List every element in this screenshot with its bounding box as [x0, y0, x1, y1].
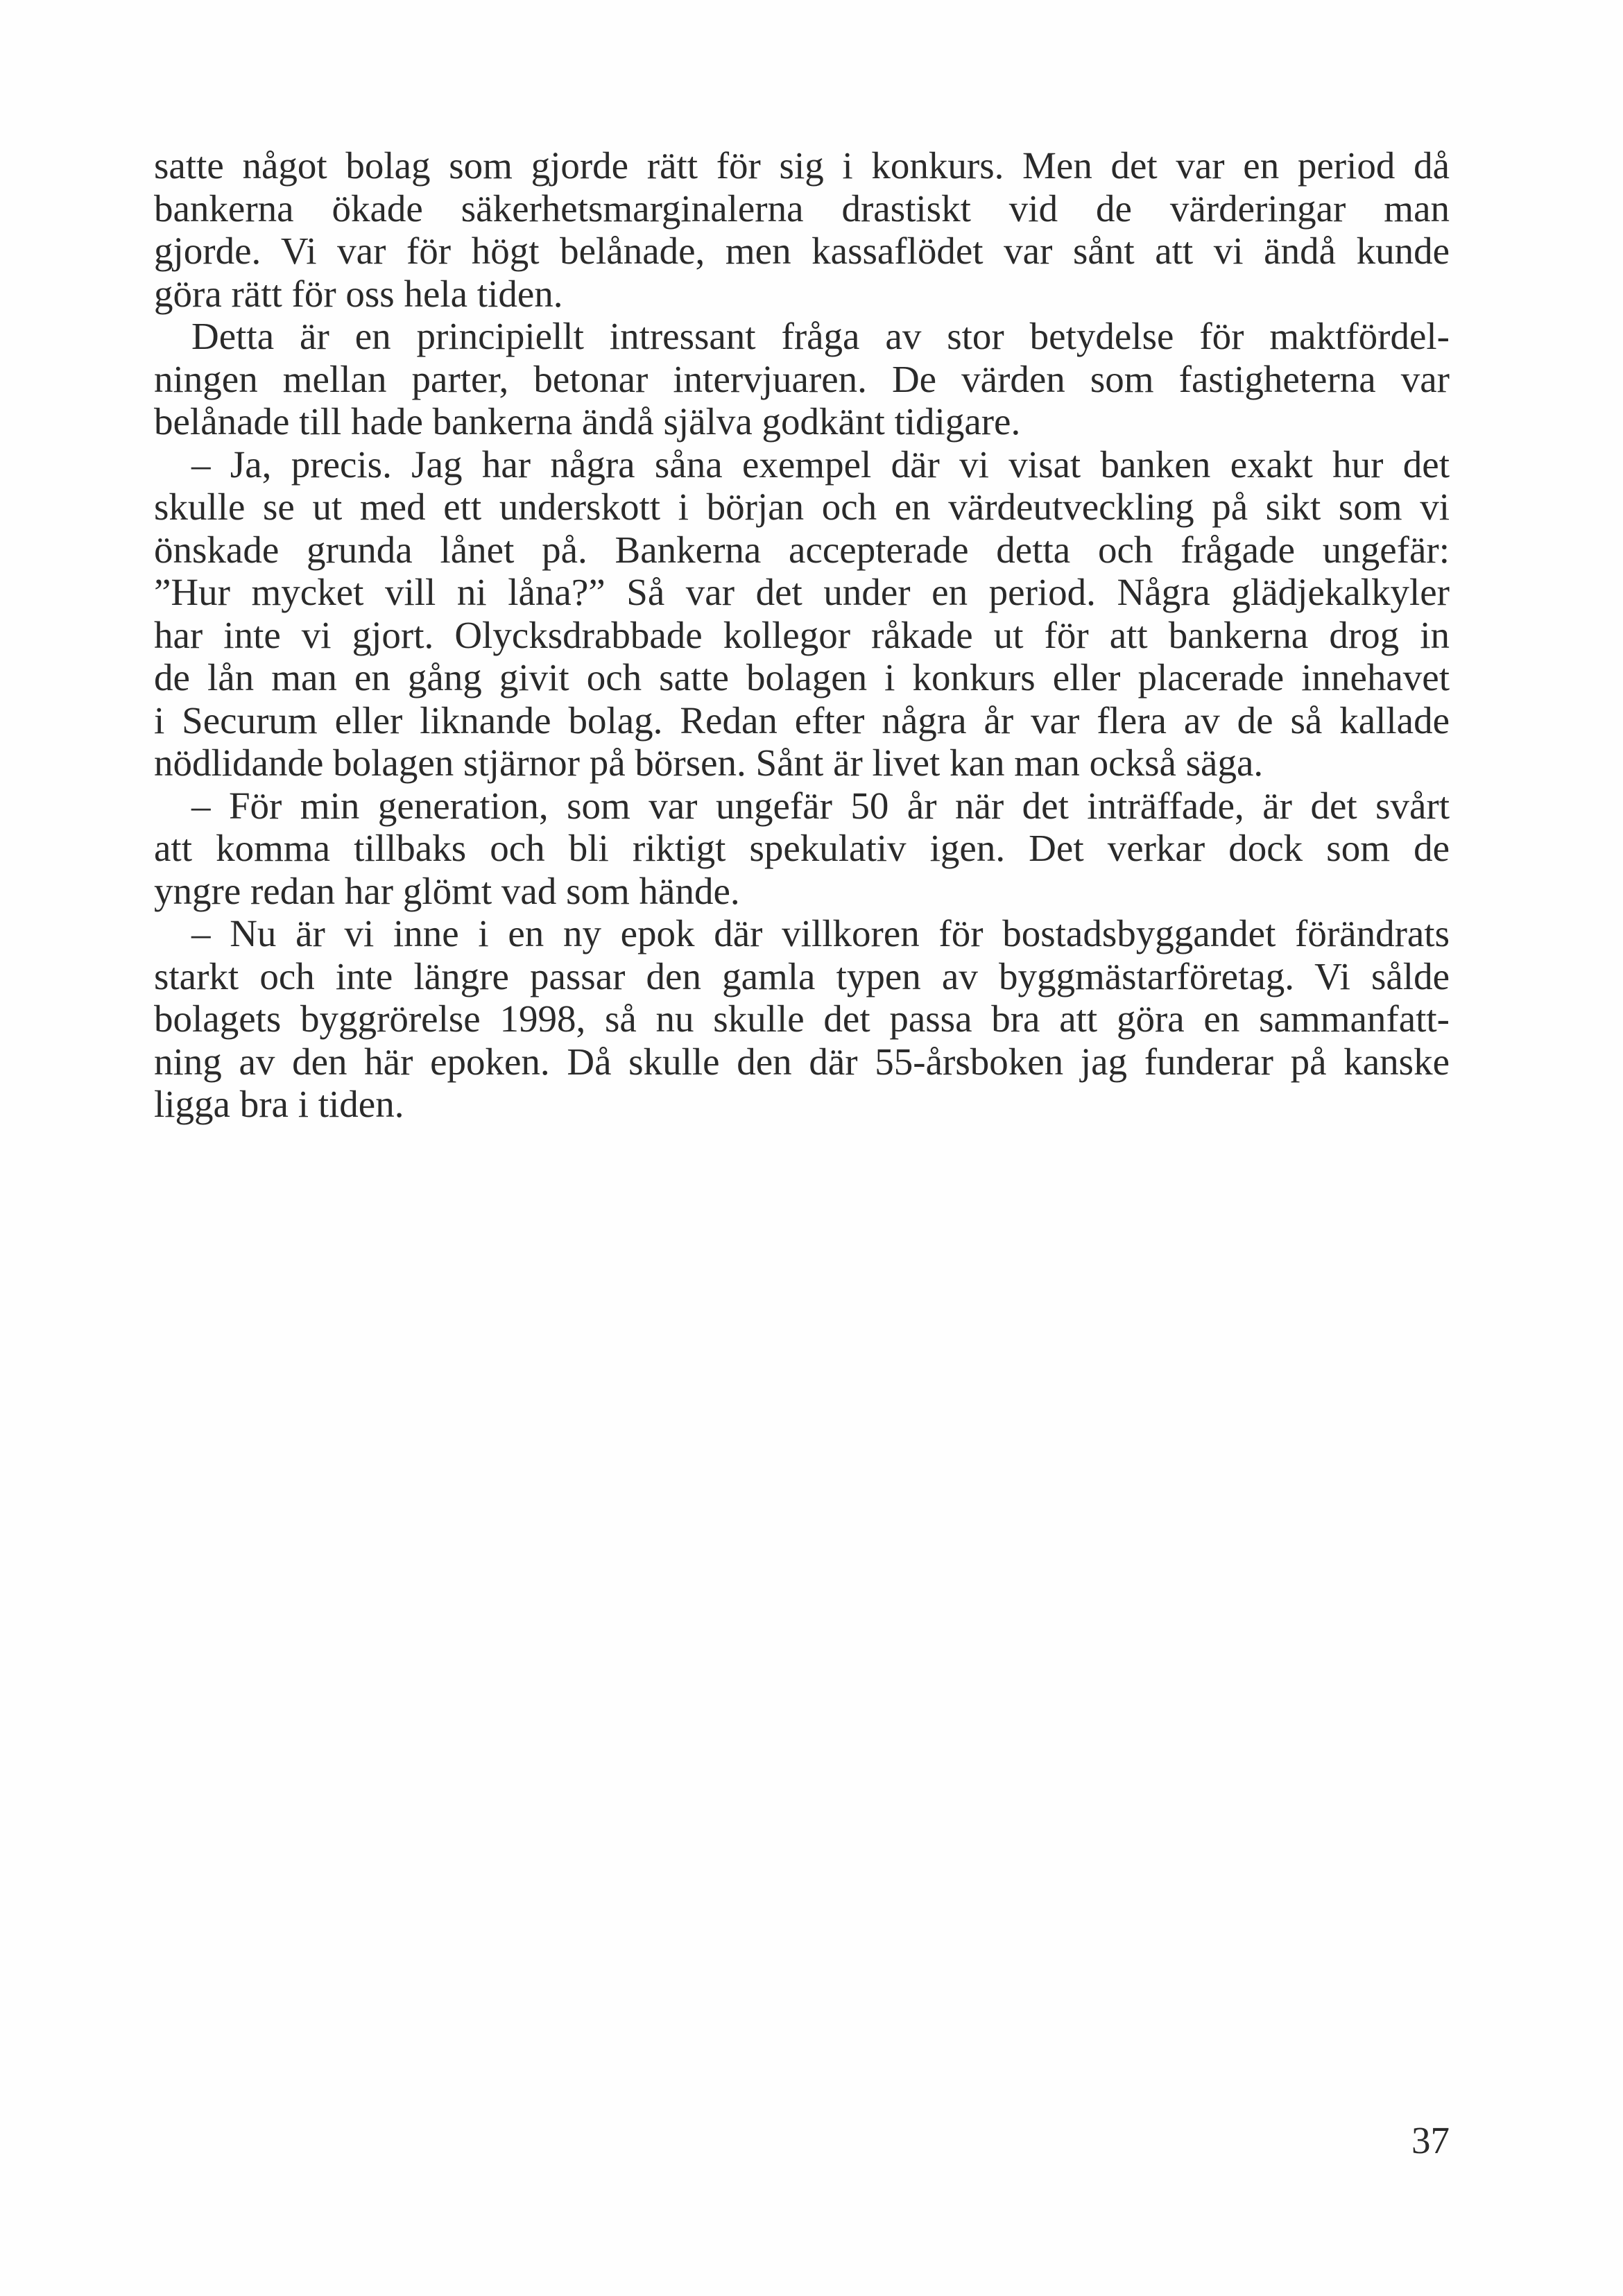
text-line: bankerna ökade säkerhetsmarginalerna drastiskt vid de värderingar man [154, 187, 1450, 230]
body-text [154, 144, 1450, 1126]
text-line: bolagets byggrörelse 1998, så nu skulle det passa bra att göra en sammanfatt- [154, 997, 1450, 1040]
text-line: satte något bolag som gjorde rätt för sig i konkurs. Men det var en period då [154, 144, 1450, 187]
page-number: 37 [1411, 2119, 1450, 2161]
text-line: de lån man en gång givit och satte bolagen i konkurs eller placerade innehavet [154, 656, 1450, 699]
text-line: har inte vi gjort. Olycksdrabbade kollegor råkade ut för att bankerna drog in [154, 613, 1450, 656]
text-line: starkt och inte längre passar den gamla typen av byggmästarföretag. Vi sålde [154, 954, 1450, 997]
text-line: belånade till hade bankerna ändå själva godkänt tidigare. [154, 400, 1021, 443]
text-line: yngre redan har glömt vad som hände. [154, 869, 740, 912]
text-line: göra rätt för oss hela tiden. [154, 272, 563, 315]
text-line: – För min generation, som var ungefär 50 år när det inträffade, är det svårt [191, 784, 1450, 827]
text-line: skulle se ut med ett underskott i början och en värdeutveckling på sikt som vi [154, 486, 1450, 528]
text-line: nödlidande bolagen stjärnor på börsen. Sånt är livet kan man också säga. [154, 742, 1264, 784]
text-line: ”Hur mycket vill ni låna?” Så var det under en period. Några glädjekalkyler [154, 571, 1450, 613]
text-line: att komma tillbaks och bli riktigt spekulativ igen. Det verkar dock som de [154, 827, 1450, 869]
text-line: – Nu är vi inne i en ny epok där villkoren för bostadsbyggandet förändrats [191, 912, 1450, 954]
text-line: gjorde. Vi var för högt belånade, men kassaflödet var sånt att vi ändå kunde [154, 230, 1450, 272]
text-line: ligga bra i tiden. [154, 1083, 404, 1125]
text-line: ning av den här epoken. Då skulle den där 55-årsboken jag funderar på kanske [154, 1040, 1450, 1083]
text-line: ningen mellan parter, betonar intervjuaren. De värden som fastigheterna var [154, 357, 1450, 400]
text-line: Detta är en principiellt intressant fråga av stor betydelse för maktfördel- [191, 315, 1450, 357]
text-line: i Securum eller liknande bolag. Redan efter några år var flera av de så kallade [154, 699, 1450, 742]
text-line: önskade grunda lånet på. Bankerna accepterade detta och frågade ungefär: [154, 528, 1450, 571]
text-line: – Ja, precis. Jag har några såna exempel där vi visat banken exakt hur det [191, 443, 1450, 486]
